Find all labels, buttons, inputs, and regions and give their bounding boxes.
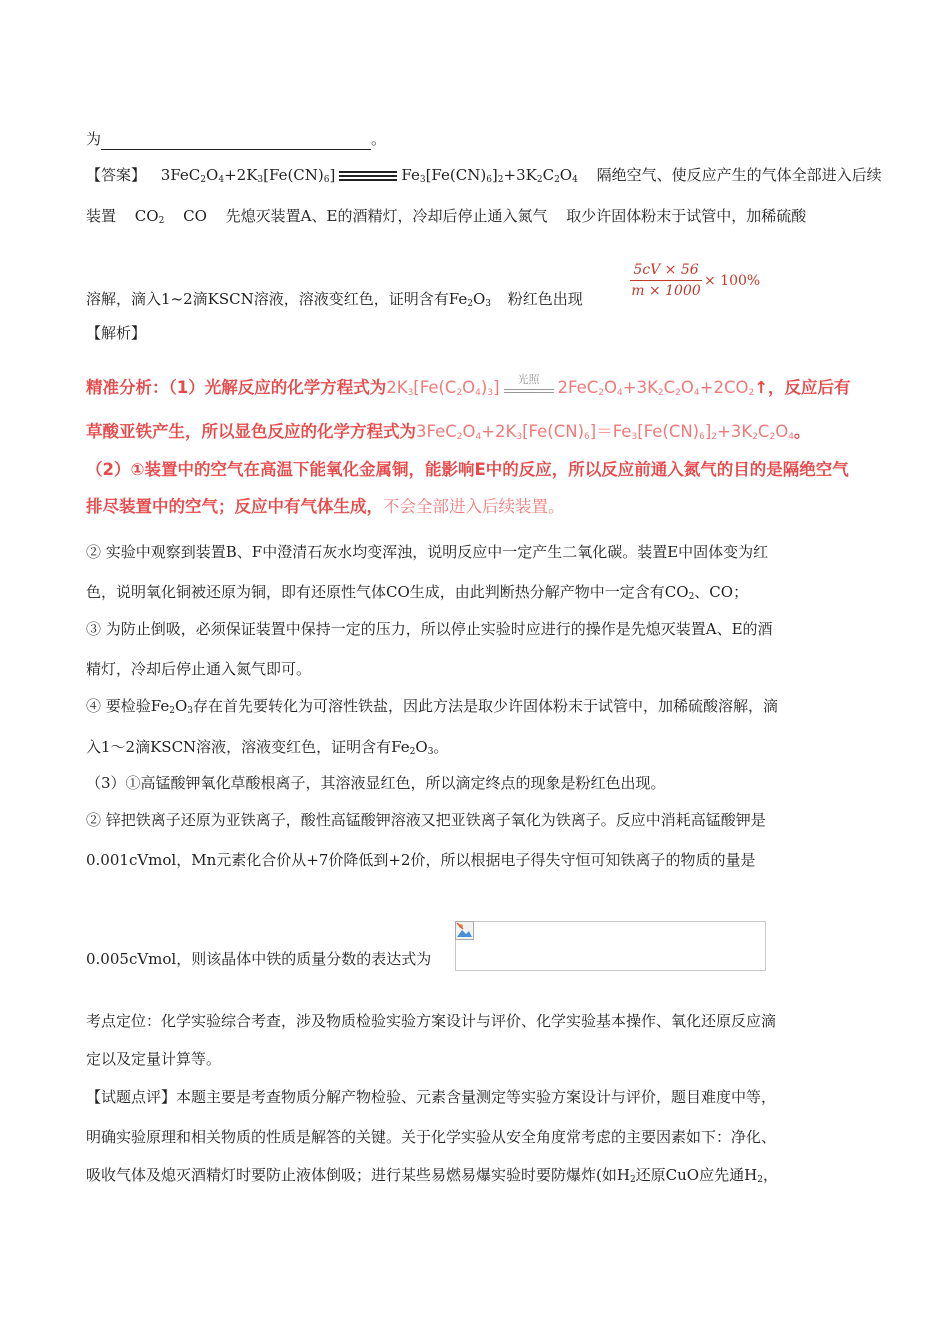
para-5: ④ 要检验$Fe_2O_3$存在首先要转化为可溶性铁盐，因此方法是取少许固体粉末于试管中，加稀硫酸溶解，滴 xyxy=(86,697,779,716)
para-9: 0.001cVmol，Mn元素化合价从+7价降低到+2价，所以根据电子得失守恒可知铁离子的物质的量是 xyxy=(86,851,756,869)
fraction-bar xyxy=(630,280,702,281)
text: 。 xyxy=(371,130,387,148)
para-11: 考点定位：化学实验综合考查，涉及物质检验实验方案设计与评价、化学实验基本操作、氧化还原反应滴 xyxy=(86,1012,777,1030)
para-3: ③ 为防止倒吸，必须保证装置中保持一定的压力，所以停止实验时应进行的操作是先熄灭装置A、E的酒 xyxy=(86,620,773,638)
para-2: 色，说明氧化铜被还原为铜，即有还原性气体CO生成，由此判断热分解产物中一定含有$CO_2$、CO； xyxy=(86,583,749,602)
para-13: 【试题点评】本题主要是考查物质分解产物检验、元素含量测定等实验方案设计与评价，题目难度中等， xyxy=(86,1088,777,1106)
para-8: ② 锌把铁离子还原为亚铁离子，酸性高锰酸钾溶液又把亚铁离子氧化为铁离子。反应中消耗高锰酸钾是 xyxy=(86,811,766,829)
para-6: 入1～2滴KSCN溶液，溶液变红色，证明含有$Fe_2O_3$。 xyxy=(86,738,449,757)
formula-numerator: 5cV × 56 xyxy=(633,262,699,278)
text: 隔绝空气、使反应产生的气体全部进入后续 xyxy=(596,166,882,184)
equal-sign xyxy=(339,171,397,181)
text: 为 xyxy=(86,130,102,148)
formula-image-placeholder xyxy=(455,921,766,971)
analysis-label: 【解析】 xyxy=(86,324,147,342)
para-7: （3）①高锰酸钾氧化草酸根离子，其溶液显红色，所以滴定终点的现象是粉红色出现。 xyxy=(86,774,666,792)
para-15: 吸收气体及熄灭酒精灯时要防止液体倒吸；进行某些易燃易爆实验时要防爆炸(如$H_2$还原CuO应先通$H_2$， xyxy=(86,1166,778,1185)
answer-blank-line xyxy=(86,128,386,150)
analysis-red-1: 精准分析：（1）光解反应的化学方程式为$2K_3[Fe(C_2O_4)_3]$ 光照 $2FeC_2O_4+3K_2C_2O_4+2CO_2↑$，反应后有 xyxy=(86,373,851,398)
analysis-red-4: 排尽装置中的空气；反应中有气体生成，不会全部进入后续装置。 xyxy=(86,497,565,516)
para-10: 0.005cVmol，则该晶体中铁的质量分数的表达式为 xyxy=(86,950,432,968)
analysis-red-3: （2）①装置中的空气在高温下能氧化金属铜，能影响E中的反应，所以反应前通入氮气的目的是隔绝空气 xyxy=(86,460,849,479)
broken-image-icon xyxy=(455,921,474,940)
para-14: 明确实验原理和相关物质的性质是解答的关键。关于化学实验从安全角度常考虑的主要因素如下：净化、 xyxy=(86,1128,777,1146)
equation: $3FeC_2O_4+2K_3[Fe(CN)_6]$ $Fe_3[Fe(CN)_6]_2+3K_2C_2O_4$ xyxy=(160,166,578,185)
para-4: 精灯，冷却后停止通入氮气即可。 xyxy=(86,660,312,678)
photolysis-condition: 光照 xyxy=(504,381,554,393)
answer-line-1 xyxy=(86,164,882,186)
answer-line-2: 装置 $CO_2$ CO 先熄灭装置A、E的酒精灯，冷却后停止通入氮气 取少许固体粉末于试管中，加稀硫酸 xyxy=(86,207,807,226)
analysis-red-2: 草酸亚铁产生，所以显色反应的化学方程式为$3FeC_2O_4+2K_3[Fe(CN)_6]=Fe_3[Fe(CN)_6]_2+3K_2C_2O_4$。 xyxy=(86,422,811,442)
answer-line-3: 溶解，滴入1~2滴KSCN溶液，溶液变红色，证明含有$Fe_2O_3$ 粉红色出现 xyxy=(86,290,583,309)
formula-tail: × 100% xyxy=(704,273,761,289)
fill-blank xyxy=(101,133,371,150)
formula-denominator: m × 1000 xyxy=(631,283,701,299)
para-12: 定以及定量计算等。 xyxy=(86,1050,222,1068)
mass-fraction-formula xyxy=(630,262,702,299)
para-1: ② 实验中观察到装置B、F中澄清石灰水均变浑浊，说明反应中一定产生二氧化碳。装置E中固体变为红 xyxy=(86,543,769,561)
answer-label: 【答案】 xyxy=(86,166,147,184)
